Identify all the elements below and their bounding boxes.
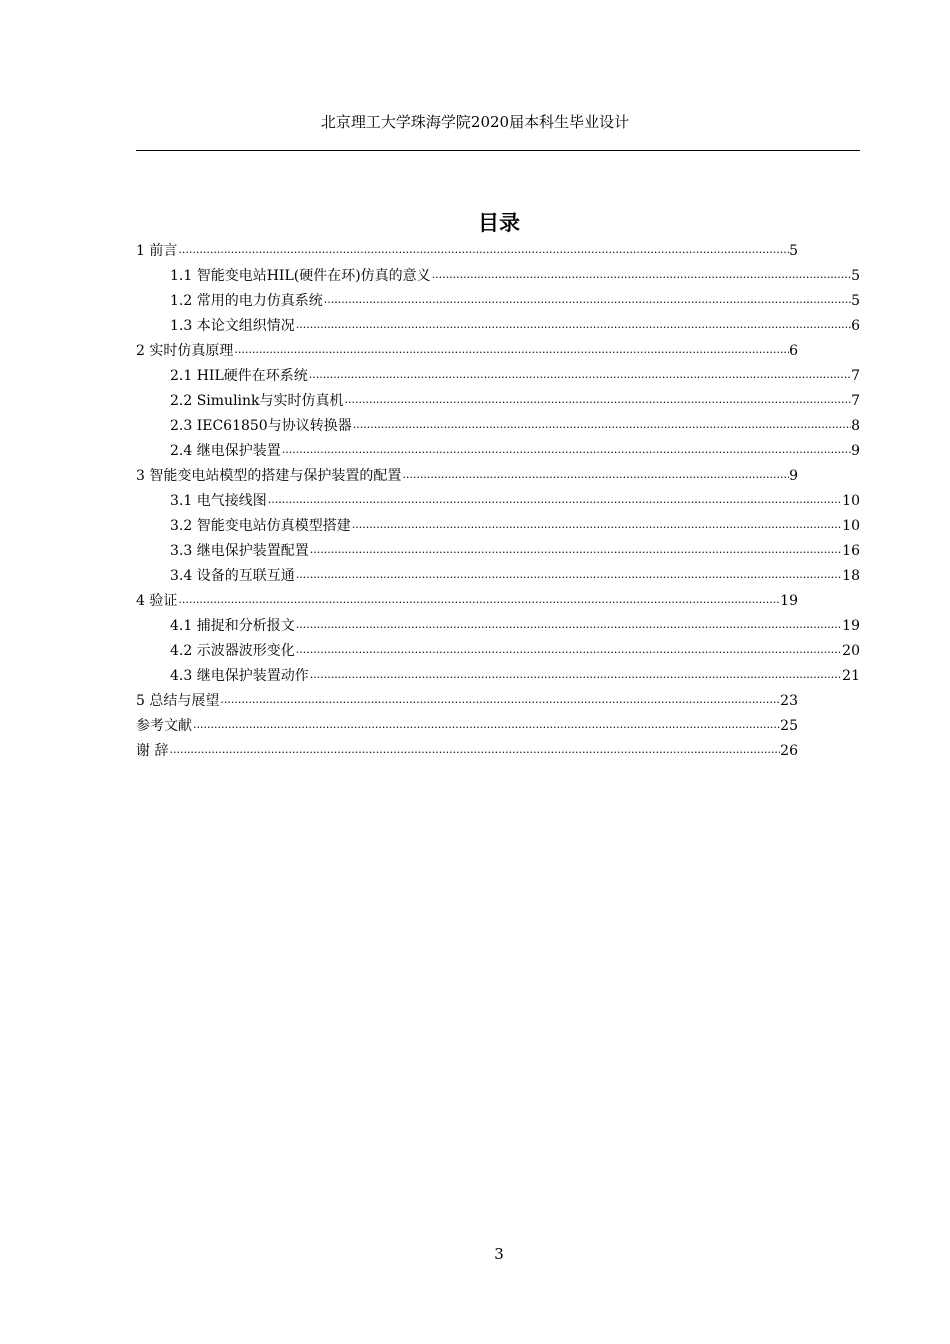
toc-leader-dots: [402, 466, 789, 488]
toc-leader-dots: [296, 641, 842, 663]
toc-entry-label: 1.1 智能变电站HIL(硬件在环)仿真的意义: [170, 267, 431, 284]
toc-entry-label: 3.1 电气接线图: [170, 492, 267, 509]
toc-leader-dots: [345, 391, 852, 413]
toc-entry-page: 21: [842, 667, 860, 684]
toc-entry-page: 8: [851, 417, 860, 434]
header-rule: [136, 150, 860, 151]
toc-leader-dots: [169, 741, 780, 763]
toc-entry[interactable]: [170, 313, 860, 338]
toc-entry[interactable]: [136, 713, 798, 738]
toc-entry-label: 1 前言: [136, 242, 178, 259]
toc-entry-label: 参考文献: [136, 717, 192, 734]
toc-entry[interactable]: [136, 238, 798, 263]
toc-entry-page: 23: [780, 692, 798, 709]
toc-entry-label: 2.2 Simulink与实时仿真机: [170, 392, 344, 409]
toc-entry[interactable]: [170, 513, 860, 538]
toc-entry[interactable]: [136, 338, 798, 363]
toc-entry-label: 3.2 智能变电站仿真模型搭建: [170, 517, 351, 534]
toc-entry-label: 5 总结与展望: [136, 692, 220, 709]
toc-entry-page: 6: [851, 317, 860, 334]
toc-entry[interactable]: [170, 488, 860, 513]
toc-leader-dots: [220, 691, 780, 713]
toc-entry[interactable]: [170, 563, 860, 588]
toc-entry-page: 9: [789, 467, 798, 484]
toc-entry-label: 2.3 IEC61850与协议转换器: [170, 417, 352, 434]
toc-leader-dots: [309, 366, 851, 388]
toc-leader-dots: [234, 341, 789, 363]
toc-entry-page: 16: [842, 542, 860, 559]
toc-entry-page: 7: [851, 392, 860, 409]
toc-entry-label: 2.1 HIL硬件在环系统: [170, 367, 308, 384]
toc-entry-label: 3 智能变电站模型的搭建与保护装置的配置: [136, 467, 402, 484]
page-number: 3: [494, 1245, 504, 1263]
toc-entry-label: 1.3 本论文组织情况: [170, 317, 295, 334]
toc-entry-label: 2.4 继电保护装置: [170, 442, 281, 459]
toc-leader-dots: [178, 591, 780, 613]
toc-leader-dots: [296, 566, 842, 588]
toc-leader-dots: [296, 316, 851, 338]
toc-leader-dots: [352, 516, 842, 538]
toc-entry-page: 9: [851, 442, 860, 459]
toc-entry[interactable]: [170, 363, 860, 388]
toc-entry-page: 18: [842, 567, 860, 584]
toc-entry-page: 5: [789, 242, 798, 259]
toc-leader-dots: [296, 616, 842, 638]
table-of-contents: [136, 238, 860, 763]
toc-entry[interactable]: [170, 263, 860, 288]
toc-entry-label: 3.4 设备的互联互通: [170, 567, 295, 584]
toc-entry[interactable]: [170, 663, 860, 688]
toc-entry-label: 谢 辞: [136, 742, 169, 759]
toc-entry[interactable]: [136, 588, 798, 613]
toc-entry[interactable]: [136, 688, 798, 713]
toc-entry[interactable]: [136, 463, 798, 488]
toc-entry-page: 10: [842, 517, 860, 534]
toc-leader-dots: [310, 541, 842, 563]
toc-entry[interactable]: [170, 388, 860, 413]
toc-entry-label: 4.2 示波器波形变化: [170, 642, 295, 659]
toc-entry-page: 5: [851, 267, 860, 284]
toc-leader-dots: [324, 291, 851, 313]
toc-entry[interactable]: [170, 438, 860, 463]
toc-entry-page: 6: [789, 342, 798, 359]
toc-entry-label: 4.3 继电保护装置动作: [170, 667, 309, 684]
page-header: 北京理工大学珠海学院2020届本科生毕业设计: [320, 113, 630, 131]
toc-entry-page: 19: [842, 617, 860, 634]
toc-entry[interactable]: [136, 738, 798, 763]
toc-leader-dots: [310, 666, 842, 688]
toc-entry-page: 19: [780, 592, 798, 609]
toc-leader-dots: [353, 416, 851, 438]
toc-leader-dots: [432, 266, 851, 288]
toc-leader-dots: [193, 716, 780, 738]
toc-entry[interactable]: [170, 288, 860, 313]
toc-entry-label: 3.3 继电保护装置配置: [170, 542, 309, 559]
toc-leader-dots: [282, 441, 851, 463]
toc-entry-label: 2 实时仿真原理: [136, 342, 234, 359]
toc-entry-page: 20: [842, 642, 860, 659]
toc-entry[interactable]: [170, 638, 860, 663]
toc-leader-dots: [268, 491, 842, 513]
toc-entry-label: 4 验证: [136, 592, 178, 609]
toc-leader-dots: [178, 241, 789, 263]
toc-entry-page: 5: [851, 292, 860, 309]
toc-entry-page: 10: [842, 492, 860, 509]
toc-entry-label: 4.1 捕捉和分析报文: [170, 617, 295, 634]
toc-entry-page: 26: [780, 742, 798, 759]
toc-entry-page: 25: [780, 717, 798, 734]
toc-entry[interactable]: [170, 613, 860, 638]
toc-entry-page: 7: [851, 367, 860, 384]
toc-entry-label: 1.2 常用的电力仿真系统: [170, 292, 323, 309]
toc-entry[interactable]: [170, 413, 860, 438]
toc-title: 目录: [478, 211, 520, 235]
toc-entry[interactable]: [170, 538, 860, 563]
